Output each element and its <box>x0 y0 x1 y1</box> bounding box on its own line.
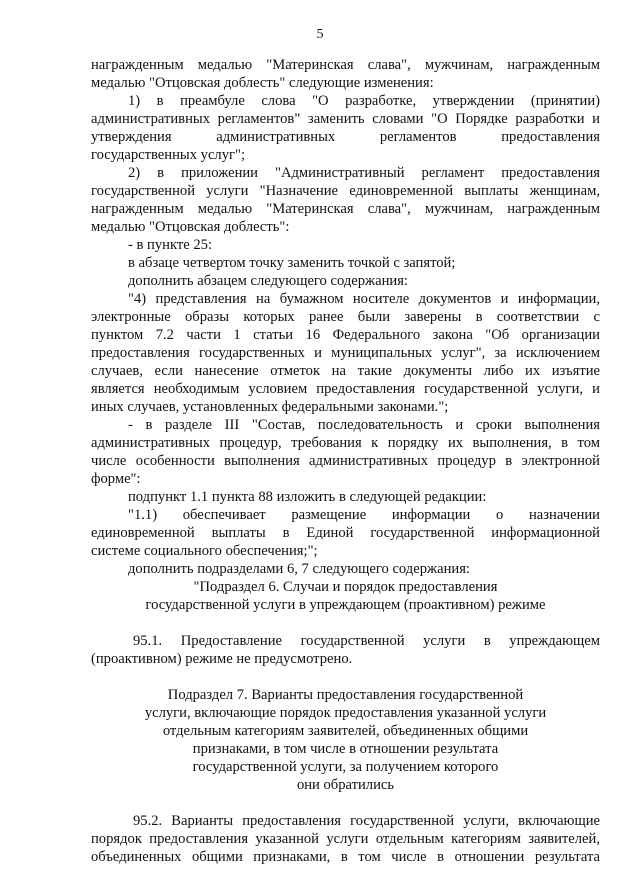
text-line: форме": <box>91 471 141 487</box>
text-line: государственной услуги "Назначение единовременной выплаты женщинам, <box>91 183 600 199</box>
text-line: "1.1) обеспечивает размещение информации о назначении <box>128 507 600 523</box>
text-line: административных регламентов" заменить словами "О Порядке разработки и <box>91 111 600 127</box>
text-line: объединенных общими признаками, в том числе в отношении результата <box>91 849 600 865</box>
text-line: 1) в преамбуле слова "О разработке, утверждении (принятии) <box>128 93 600 109</box>
subsection-heading: они обратились <box>296 777 395 793</box>
subsection-heading: услуги, включающие порядок предоставления указанной услуги <box>144 705 547 721</box>
text-line: пунктом 7.2 части 1 статьи 16 Федерального закона "Об организации <box>91 327 600 343</box>
text-line: иных случаев, установленных федеральными законами."; <box>91 399 449 415</box>
text-line: - в разделе III "Состав, последовательность и сроки выполнения <box>128 417 600 433</box>
text-line: электронные образы которых ранее были заверены в соответствии с <box>91 309 600 325</box>
text-line: 2) в приложении "Административный регламент предоставления <box>128 165 600 181</box>
subsection-heading: Подраздел 7. Варианты предоставления государственной <box>167 687 524 703</box>
text-line: награжденным медалью "Материнская слава", мужчинам, награжденным <box>91 57 600 73</box>
text-line: медалью "Отцовская доблесть" следующие изменения: <box>91 75 434 91</box>
text-line: подпункт 1.1 пункта 88 изложить в следующей редакции: <box>128 489 487 505</box>
text-line: административных процедур, требования к порядку их выполнения, в том <box>91 435 600 451</box>
subsection-heading: государственной услуги в упреждающем (проактивном) режиме <box>145 597 546 613</box>
text-line: государственных услуг"; <box>91 147 246 163</box>
text-line: дополнить абзацем следующего содержания: <box>128 273 408 289</box>
subsection-heading: "Подраздел 6. Случаи и порядок предоставления <box>193 579 498 595</box>
page-number: 5 <box>316 27 324 42</box>
text-line: 95.2. Варианты предоставления государственной услуги, включающие <box>133 813 600 829</box>
text-line: предоставления государственных и муниципальных услуг", за исключением <box>91 345 600 361</box>
text-line: (проактивном) режиме не предусмотрено. <box>91 651 353 667</box>
text-line: является необходимым условием предоставления государственной услуги, и <box>91 381 600 397</box>
text-line: системе социального обеспечения;"; <box>91 543 318 559</box>
text-line: единовременной выплаты в Единой государственной информационной <box>91 525 600 541</box>
text-line: утверждения административных регламентов предоставления <box>91 129 600 145</box>
subsection-heading: государственной услуги, за получением которого <box>192 759 499 775</box>
text-line: порядок предоставления указанной услуги отдельным категориям заявителей, <box>91 831 600 847</box>
text-line: награжденным медалью "Материнская слава", мужчинам, награжденным <box>91 201 600 217</box>
text-line: в абзаце четвертом точку заменить точкой с запятой; <box>128 255 456 271</box>
subsection-heading: отдельным категориям заявителей, объединенных общими <box>162 723 529 739</box>
text-line: дополнить подразделами 6, 7 следующего содержания: <box>128 561 470 577</box>
subsection-heading: признаками, в том числе в отношении результата <box>192 741 499 757</box>
text-line: 95.1. Предоставление государственной услуги в упреждающем <box>133 633 600 649</box>
text-line: "4) представления на бумажном носителе документов и информации, <box>128 291 600 307</box>
text-line: медалью "Отцовская доблесть": <box>91 219 290 235</box>
text-line: числе особенности выполнения административных процедур в электронной <box>91 453 600 469</box>
text-line: случаев, если нанесение отметок на такие документы либо их изъятие <box>91 363 600 379</box>
text-line: - в пункте 25: <box>128 237 213 253</box>
